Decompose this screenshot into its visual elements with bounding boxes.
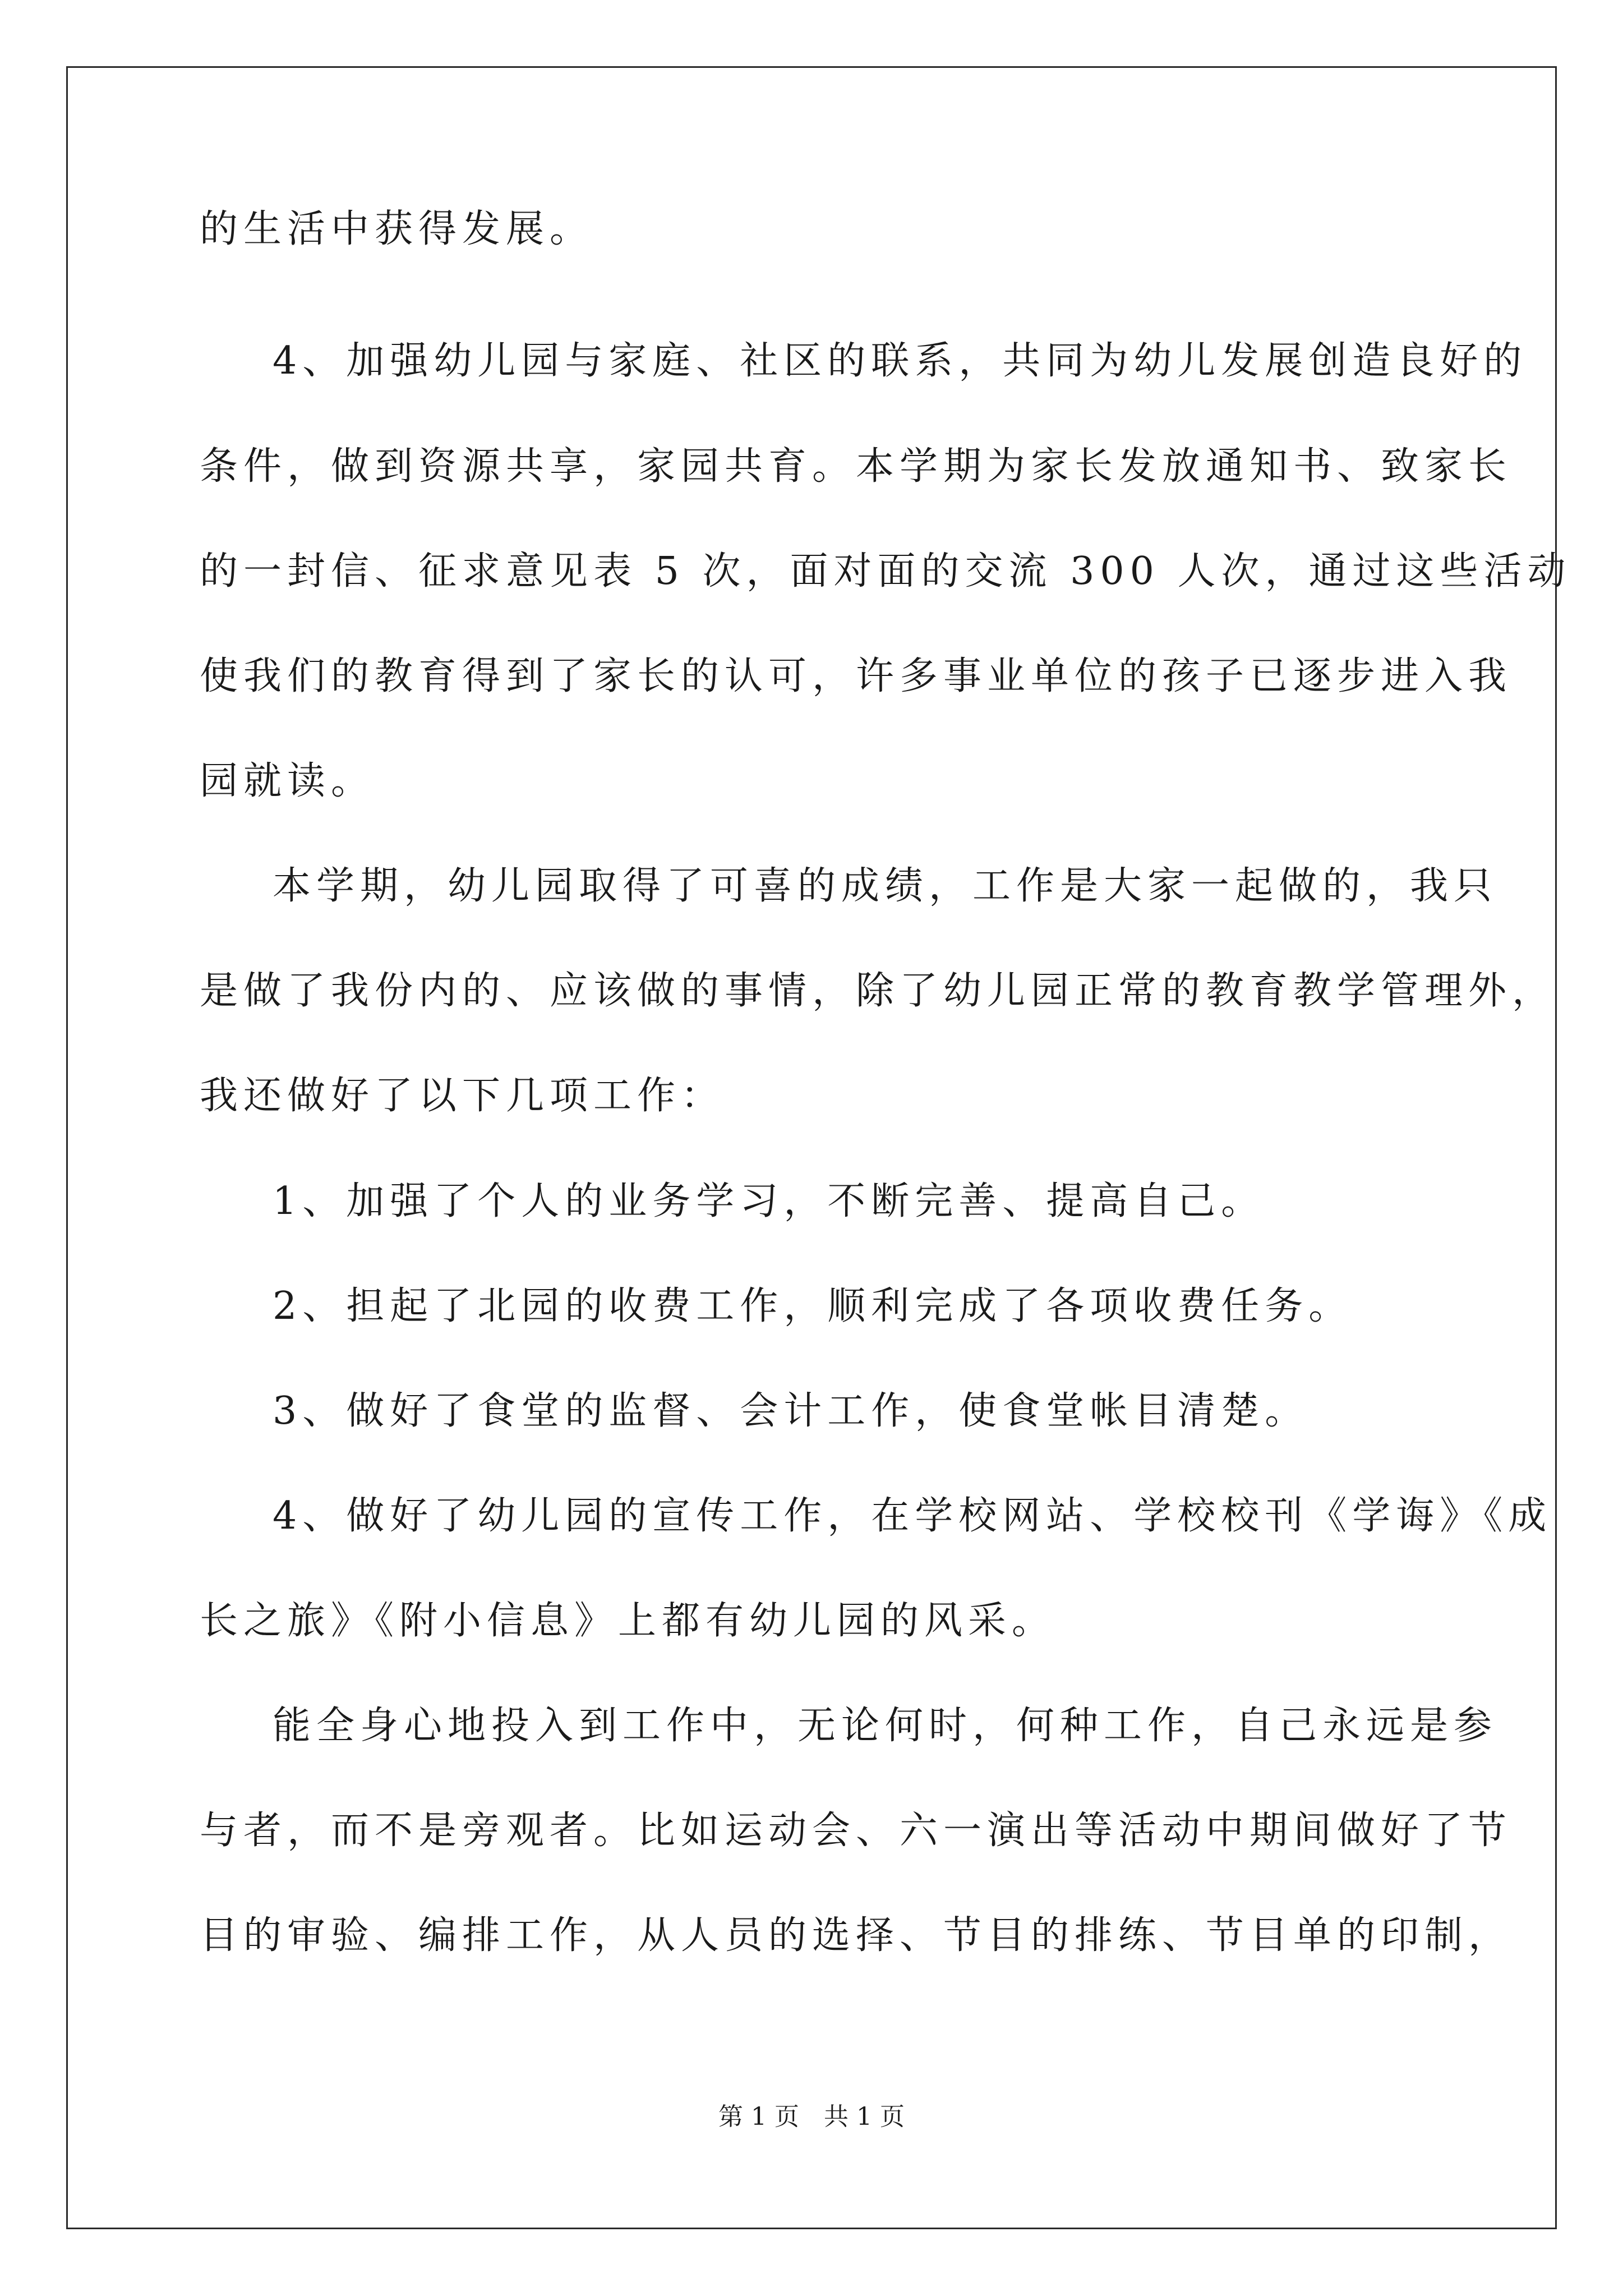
text-line: 园就读。 [200,759,375,803]
text-line: 条件，做到资源共享，家园共育。本学期为家长发放通知书、致家长 [200,444,1513,489]
text-line: 4、做好了幼儿园的宣传工作，在学校网站、学校校刊《学诲》《成 [273,1494,1552,1538]
text-line: 我还做好了以下几项工作： [200,1074,725,1118]
text-line: 目的审验、编排工作，从人员的选择、节目的排练、节目单的印制， [200,1913,1513,1958]
text-line: 是做了我份内的、应该做的事情，除了幼儿园正常的教育教学管理外， [200,969,1556,1013]
text-line: 与者，而不是旁观者。比如运动会、六一演出等活动中期间做好了节 [200,1809,1513,1853]
text-line: 1、加强了个人的业务学习，不断完善、提高自己。 [273,1179,1265,1223]
text-line: 的一封信、征求意见表 5 次，面对面的交流 300 人次，通过这些活动 [200,549,1571,593]
page-number-footer: 第 1 页 共 1 页 [718,2102,905,2131]
text-line: 的生活中获得发展。 [200,207,594,251]
text-line: 能全身心地投入到工作中，无论何时，何种工作，自己永远是参 [273,1704,1498,1748]
text-line: 使我们的教育得到了家长的认可，许多事业单位的孩子已逐步进入我 [200,654,1513,698]
text-line: 本学期，幼儿园取得了可喜的成绩，工作是大家一起做的，我只 [273,864,1498,908]
text-line: 3、做好了食堂的监督、会计工作，使食堂帐目清楚。 [273,1389,1309,1433]
page-border [66,66,1557,2229]
text-line: 长之旅》《附小信息》上都有幼儿园的风采。 [200,1599,1056,1643]
text-line: 4、加强幼儿园与家庭、社区的联系，共同为幼儿发展创造良好的 [273,339,1528,383]
text-line: 2、担起了北园的收费工作，顺利完成了各项收费任务。 [273,1284,1353,1328]
